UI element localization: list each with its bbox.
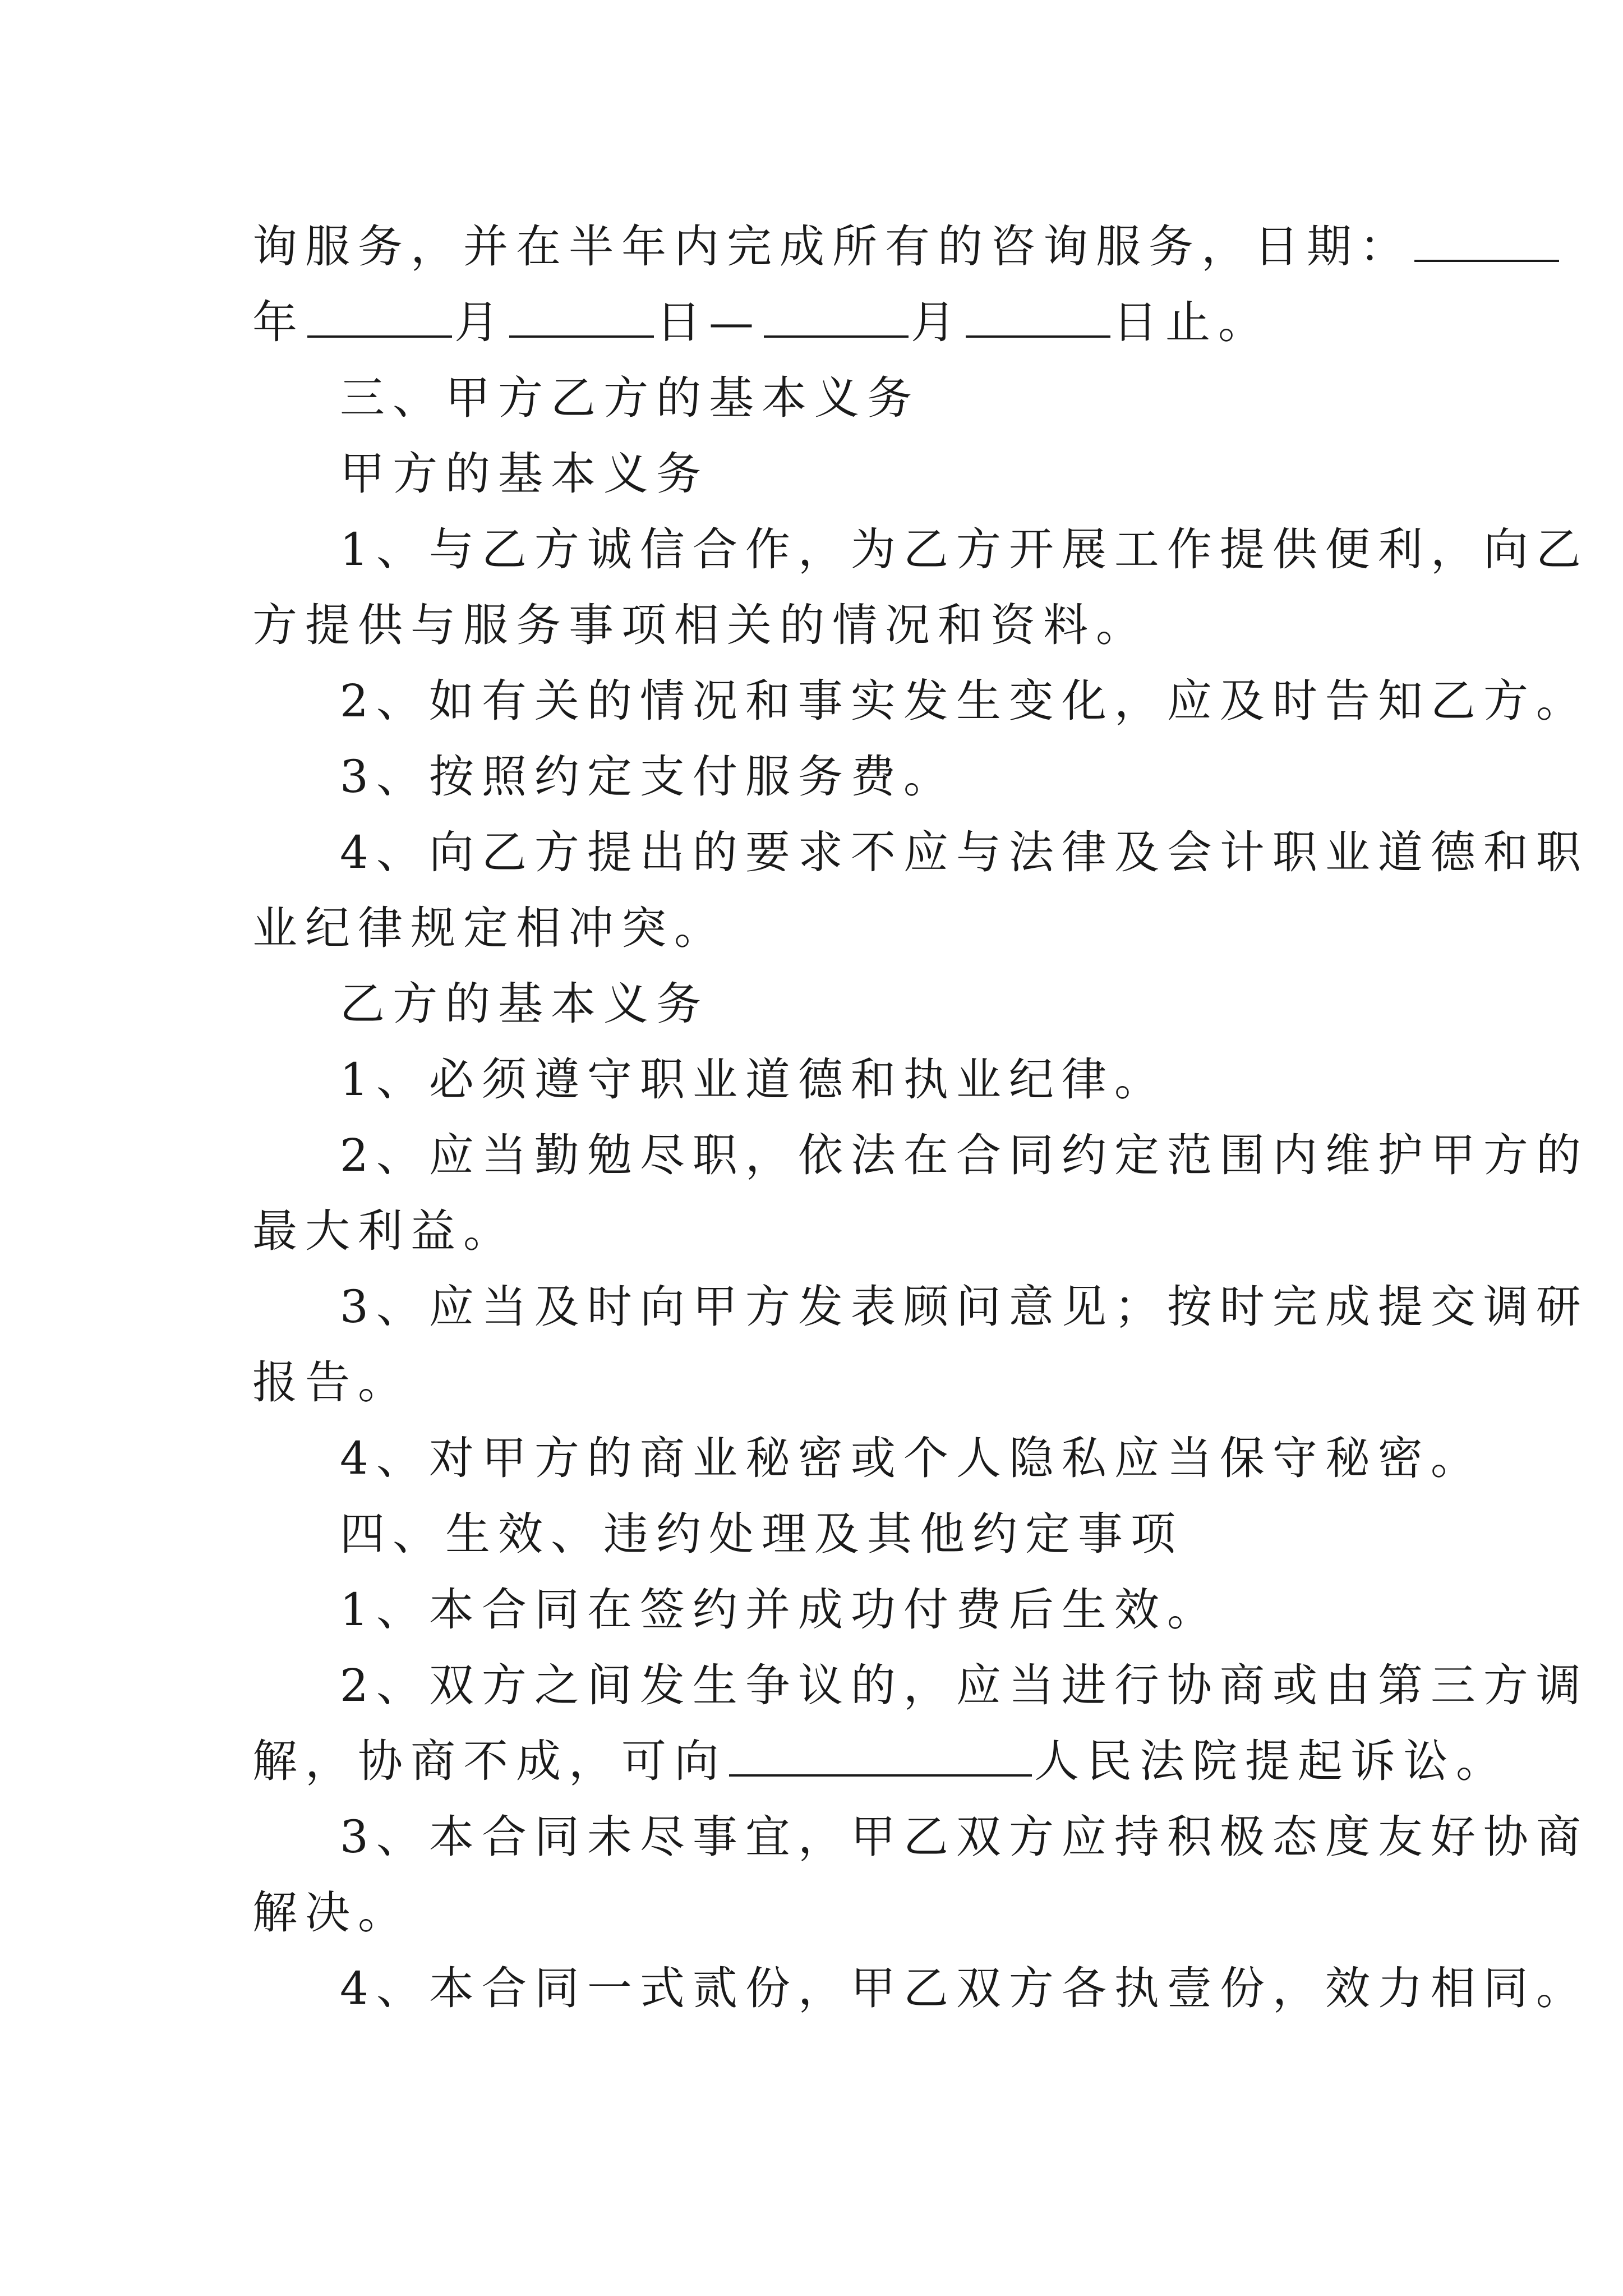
end-day-label: 日止。 xyxy=(1113,296,1271,348)
clause-text: 解，协商不成，可向 xyxy=(252,1735,727,1787)
blank-year-field xyxy=(1414,219,1559,262)
clause-line: 4、向乙方提出的要求不应与法律及会计职业道德和职 xyxy=(340,826,1589,878)
year-label: 年 xyxy=(252,296,305,348)
clause-line: 1、与乙方诚信合作，为乙方开展工作提供便利，向乙 xyxy=(340,523,1589,576)
court-clause-line xyxy=(252,1722,1509,1801)
clause-line: 1、必须遵守职业道德和执业纪律。 xyxy=(340,1053,1167,1106)
clause-line: 最大利益。 xyxy=(252,1205,516,1257)
end-month-label: 月 xyxy=(911,296,963,348)
subsection-heading: 甲方的基本义务 xyxy=(340,448,709,500)
clause-line: 3、应当及时向甲方发表顾问意见；按时完成提交调研 xyxy=(340,1281,1589,1333)
clause-line: 报告。 xyxy=(252,1356,411,1409)
blank-month-field xyxy=(307,295,452,338)
clause-line: 业纪律规定相冲突。 xyxy=(252,902,727,954)
blank-end-day-field xyxy=(966,295,1110,338)
clause-line: 1、本合同在签约并成功付费后生效。 xyxy=(340,1584,1220,1636)
clause-line: 2、如有关的情况和事实发生变化，应及时告知乙方。 xyxy=(340,675,1589,727)
clause-line: 4、本合同一式贰份，甲乙双方各执壹份，效力相同。 xyxy=(340,1962,1589,2014)
clause-line: 2、双方之间发生争议的，应当进行协商或由第三方调 xyxy=(340,1659,1589,1711)
clause-line: 解决。 xyxy=(252,1887,411,1939)
clause-line: 4、对甲方的商业秘密或个人隐私应当保守秘密。 xyxy=(340,1432,1483,1484)
clause-line: 方提供与服务事项相关的情况和资料。 xyxy=(252,599,1149,651)
blank-court-field xyxy=(729,1734,1032,1777)
month-label: 月 xyxy=(454,296,507,348)
clause-line: 3、按照约定支付服务费。 xyxy=(340,751,956,803)
subsection-heading: 乙方的基本义务 xyxy=(340,978,709,1030)
date-intro-text: 询服务，并在半年内完成所有的咨询服务，日期： xyxy=(252,220,1412,273)
clause-line: 3、本合同未尽事宜，甲乙双方应持积极态度友好协商 xyxy=(340,1811,1589,1863)
date-range-line xyxy=(252,283,1391,362)
section-heading: 四、生效、违约处理及其他约定事项 xyxy=(340,1508,1183,1560)
blank-day-field xyxy=(509,295,654,338)
blank-end-month-field xyxy=(764,295,909,338)
paragraph-line xyxy=(252,208,1412,286)
clause-line: 2、应当勤勉尽职，依法在合同约定范围内维护甲方的 xyxy=(340,1129,1589,1181)
clause-text: 人民法院提起诉讼。 xyxy=(1034,1735,1509,1787)
section-heading: 三、甲方乙方的基本义务 xyxy=(340,372,920,424)
day-dash-label: 日— xyxy=(656,296,762,348)
